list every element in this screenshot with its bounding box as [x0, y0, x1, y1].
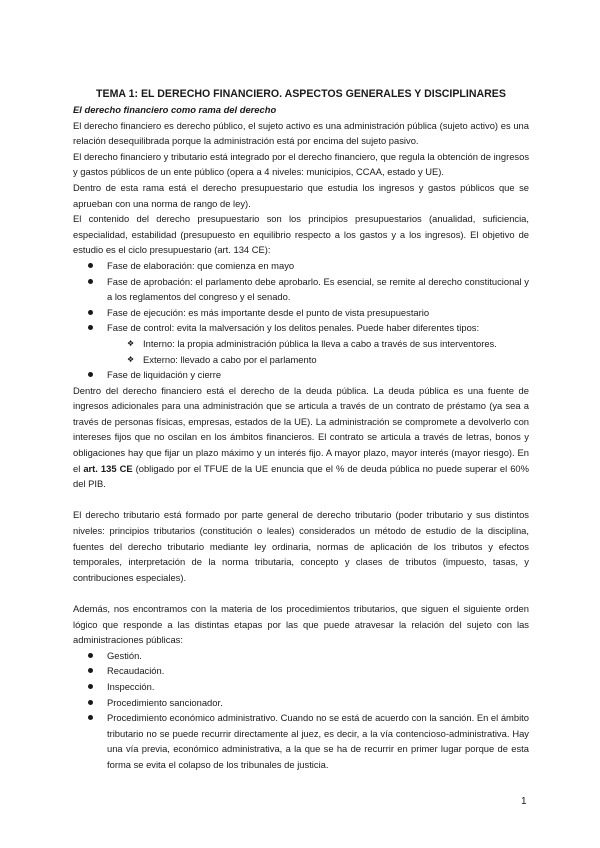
- paragraph-financial-tax-law: El derecho financiero y tributario está integrado por el derecho financiero, que regula la obtención de ingresos y gastos públicos de un ente público (opera a 4 niveles: municipios, CCAA, estado y UE).: [73, 150, 530, 178]
- list-item: Fase de ejecución: es más importante desde el punto de vista presupuestario: [107, 305, 529, 321]
- paragraph-tax-law: El derecho tributario está formado por parte general de derecho tributario (poder tributario y sus distintos niveles: principios tributarios (constitución o leales) considerados un método de estudio de la disciplina, fuentes del derecho tributario mediante ley ordinaria, normas de aplicación de los tributos y efectos temporales, interpretación de la norma tributaria, concepto y clases de tributos (impuesto, tasas, y contribuciones especiales).: [73, 509, 529, 583]
- paragraph-tax-procedures: Además, nos encontramos con la materia de los procedimientos tributarios, que siguen el siguiente orden lógico que responde a las distintas etapas por las que puede atravesar la relación del sujeto con las administraciones públicas:: [73, 603, 529, 646]
- paragraph-public-law: El derecho financiero es derecho público, el sujeto activo es una administración pública (sujeto activo) es una relación desequilibrada porque la administración está por encima del sujeto pasivo.: [73, 119, 529, 147]
- list-item: Recaudación.: [107, 663, 529, 679]
- page-number: 1: [521, 796, 527, 807]
- list-item: [107, 320, 529, 367]
- section-subtitle: El derecho financiero como rama del derecho: [73, 104, 277, 115]
- list-item: Fase de liquidación y cierre: [107, 367, 529, 383]
- list-item: Fase de elaboración: que comienza en mayo: [107, 258, 529, 274]
- list-item: Procedimiento sancionador.: [107, 695, 529, 711]
- paragraph-budget-principles: El contenido del derecho presupuestario son los principios presupuestarios (anualidad, suficiencia, especialidad, estabilidad (presupuesto en equilibrio respecto a los gastos y a los ingresos). El objetivo de estudio es el ciclo presupuestario (art. 134 CE):: [73, 213, 529, 256]
- list-item: ❖ Externo: llevado a cabo por el parlamento: [143, 352, 529, 368]
- list-item: Inspección.: [107, 679, 529, 695]
- budget-phases-list: [73, 258, 529, 383]
- paragraph-budget-law: Dentro de esta rama está el derecho presupuestario que estudia los ingresos y gastos públicos que se aprueban con una norma de rango de ley).: [73, 181, 529, 209]
- list-item: ❖ Interno: la propia administración pública la lleva a cabo a través de sus interventores.: [143, 336, 529, 352]
- list-item: Fase de aprobación: el parlamento debe aprobarlo. Es esencial, se remite al derecho constitucional y a los reglamentos del congreso y el senado.: [107, 274, 529, 305]
- control-types-list: [107, 336, 529, 367]
- list-item: Procedimiento económico administrativo. Cuando no se está de acuerdo con la sanción. En el ámbito tributario no se puede recurrir directamente al juez, es decir, a la vía contencioso-administrativa. Hay una vía previa, económico administrativa, a la que se ha de recurrir en primer lugar porque de esta forma se evita el colapso de los tribunales de justicia.: [107, 710, 529, 772]
- page-content: [73, 86, 529, 773]
- page-title: TEMA 1: EL DERECHO FINANCIERO. ASPECTOS GENERALES Y DISCIPLINARES: [96, 88, 506, 100]
- list-item: Gestión.: [107, 648, 529, 664]
- procedures-list: [73, 648, 529, 773]
- list-item-text: Fase de control: evita la malversación y los delitos penales. Puede haber diferentes tipos:: [107, 322, 480, 334]
- paragraph-public-debt: Dentro del derecho financiero está el derecho de la deuda pública. La deuda pública es una fuente de ingresos adicionales para una administración que se articula a través de un contrato de préstamo (ya sea a través de personas físicas, empresas, estados de la UE). La administración se compromete a devolverlo con intereses fijos que no oscilan en los ámbitos financieros. El contrato se articula a través de letras, bonos y obligaciones hay que fijar un plazo máximo y un interés fijo. A mayor plazo, mayor interés (mayor riesgo). En el art. 135 CE (obligado por el TFUE de la UE enuncia que el % de deuda pública no puede superar el 60% del PIB.: [73, 384, 529, 490]
